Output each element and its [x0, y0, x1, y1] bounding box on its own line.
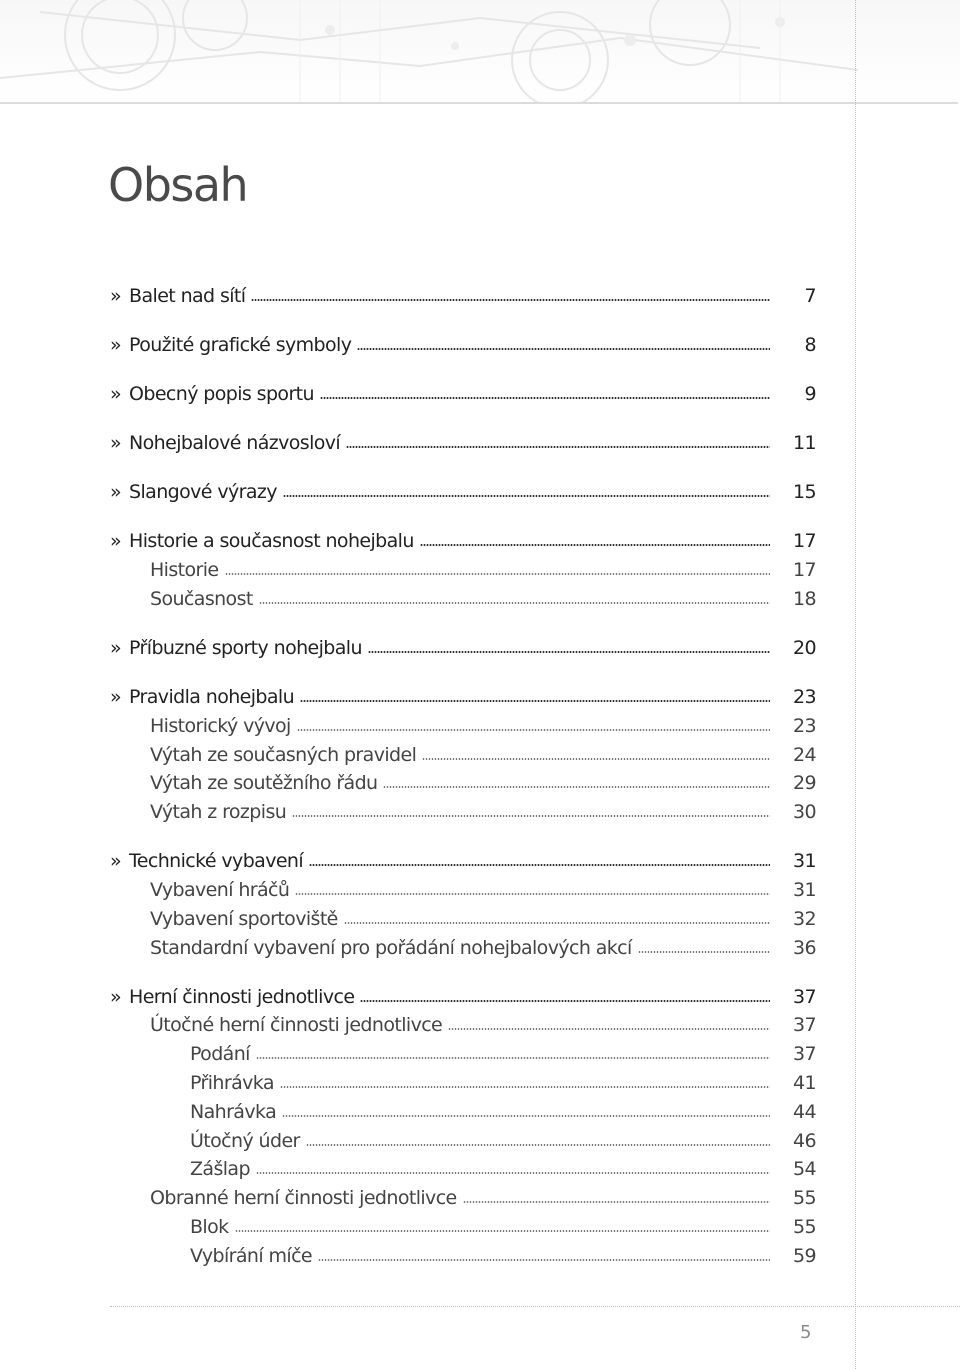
toc-label: Obecný popis sportu — [129, 383, 314, 405]
dot-leader — [251, 298, 770, 302]
footer-rule — [110, 1306, 960, 1307]
toc-page: 8 — [804, 334, 816, 356]
toc-label: Obranné herní činnosti jednotlivce — [150, 1187, 457, 1209]
bullet: » — [110, 850, 122, 872]
toc-label: Použité grafické symboly — [129, 334, 352, 356]
dot-leader — [346, 445, 770, 449]
toc-subsubentry[interactable] — [190, 1216, 816, 1246]
bullet: » — [110, 986, 122, 1008]
dot-leader — [295, 892, 770, 896]
toc-subentry[interactable] — [150, 715, 816, 745]
toc-subsubentry[interactable] — [190, 1245, 816, 1275]
toc-label: Vybírání míče — [190, 1245, 313, 1267]
toc-label: Nahrávka — [190, 1101, 277, 1123]
toc-label: Podání — [190, 1043, 250, 1065]
toc-subentry[interactable] — [150, 1187, 816, 1217]
toc-page: 29 — [793, 772, 816, 794]
toc-subsubentry[interactable] — [190, 1130, 816, 1160]
toc-page: 23 — [793, 715, 816, 737]
toc-entry[interactable] — [110, 285, 816, 315]
dot-leader — [320, 396, 770, 400]
toc-label: Přihrávka — [190, 1072, 274, 1094]
toc-label: Zášlap — [190, 1158, 250, 1180]
toc-entry[interactable] — [110, 850, 816, 880]
header-rule — [0, 102, 958, 104]
bullet: » — [110, 334, 122, 356]
toc-page: 31 — [793, 879, 816, 901]
dot-leader — [357, 347, 770, 351]
page-number: 5 — [800, 1322, 812, 1343]
toc-label: Technické vybavení — [129, 850, 304, 872]
toc-subsubentry[interactable] — [190, 1072, 816, 1102]
page-title: Obsah — [108, 158, 248, 212]
toc-subentry[interactable] — [150, 559, 816, 589]
toc-page: 23 — [793, 686, 816, 708]
toc-entry[interactable] — [110, 686, 816, 716]
dot-leader — [422, 757, 770, 761]
toc-page: 7 — [804, 285, 816, 307]
bullet: » — [110, 686, 122, 708]
dot-leader — [383, 785, 770, 789]
dot-leader — [360, 999, 770, 1003]
toc-label: Příbuzné sporty nohejbalu — [129, 637, 362, 659]
dot-leader — [292, 814, 770, 818]
dot-leader — [420, 543, 770, 547]
toc-subentry[interactable] — [150, 744, 816, 774]
bullet: » — [110, 383, 122, 405]
toc-page: 24 — [793, 744, 816, 766]
bullet: » — [110, 637, 122, 659]
toc-label: Slangové výrazy — [129, 481, 277, 503]
toc-page: 17 — [793, 530, 816, 552]
bullet: » — [110, 432, 122, 454]
dot-leader — [259, 601, 770, 605]
toc-label: Historie — [150, 559, 219, 581]
toc-page: 54 — [793, 1158, 816, 1180]
dot-leader — [282, 1114, 770, 1118]
toc-label: Historie a současnost nohejbalu — [129, 530, 414, 552]
toc-subsubentry[interactable] — [190, 1043, 816, 1073]
toc-entry[interactable] — [110, 530, 816, 560]
toc-label: Vybavení sportoviště — [150, 908, 338, 930]
margin-rule — [855, 0, 856, 1369]
bullet: » — [110, 285, 122, 307]
dot-leader — [283, 494, 770, 498]
toc-label: Výtah z rozpisu — [150, 801, 287, 823]
dot-leader — [225, 572, 770, 576]
toc-entry[interactable] — [110, 986, 816, 1016]
toc-label: Historický vývoj — [150, 715, 291, 737]
toc-page: 55 — [793, 1187, 816, 1209]
toc-subsubentry[interactable] — [190, 1158, 816, 1188]
toc-subsubentry[interactable] — [190, 1101, 816, 1131]
toc-entry[interactable] — [110, 432, 816, 462]
toc-page: 11 — [793, 432, 816, 454]
dot-leader — [297, 728, 770, 732]
toc-page: 46 — [793, 1130, 816, 1152]
toc-label: Pravidla nohejbalu — [129, 686, 295, 708]
toc-page: 55 — [793, 1216, 816, 1238]
toc-page: 9 — [804, 383, 816, 405]
toc-label: Blok — [190, 1216, 229, 1238]
dot-leader — [256, 1056, 770, 1060]
toc-subentry[interactable] — [150, 801, 816, 831]
toc-page: 37 — [793, 1043, 816, 1065]
toc-label: Současnost — [150, 588, 253, 610]
dot-leader — [368, 650, 770, 654]
toc-page: 32 — [793, 908, 816, 930]
dot-leader — [448, 1027, 770, 1031]
toc-page: 59 — [793, 1245, 816, 1267]
dot-leader — [638, 950, 770, 954]
toc-page: 44 — [793, 1101, 816, 1123]
toc-subentry[interactable] — [150, 937, 816, 967]
toc-entry[interactable] — [110, 481, 816, 511]
toc-subentry[interactable] — [150, 1014, 816, 1044]
toc-label: Balet nad sítí — [129, 285, 246, 307]
toc-label: Standardní vybavení pro pořádání nohejbalových akcí — [150, 937, 632, 959]
bullet: » — [110, 530, 122, 552]
toc-page: 37 — [793, 986, 816, 1008]
toc-page: 18 — [793, 588, 816, 610]
toc-page: 17 — [793, 559, 816, 581]
toc-label: Útočné herní činnosti jednotlivce — [150, 1014, 443, 1036]
toc-subentry[interactable] — [150, 588, 816, 618]
toc-label: Útočný úder — [190, 1130, 300, 1152]
toc-entry[interactable] — [110, 334, 816, 364]
toc-page: 20 — [793, 637, 816, 659]
dot-leader — [344, 921, 770, 925]
dot-leader — [309, 863, 770, 867]
decorative-pattern-icon — [0, 0, 960, 102]
dot-leader — [300, 699, 770, 703]
toc-label: Vybavení hráčů — [150, 879, 290, 901]
dot-leader — [463, 1200, 770, 1204]
toc-page: 36 — [793, 937, 816, 959]
toc-subentry[interactable] — [150, 879, 816, 909]
toc-page: 15 — [793, 481, 816, 503]
dot-leader — [256, 1171, 770, 1175]
header-decoration — [0, 0, 960, 102]
toc-page: 30 — [793, 801, 816, 823]
dot-leader — [306, 1143, 770, 1147]
toc-label: Výtah ze soutěžního řádu — [150, 772, 378, 794]
toc-page: 37 — [793, 1014, 816, 1036]
toc-subentry[interactable] — [150, 772, 816, 802]
toc-entry[interactable] — [110, 383, 816, 413]
toc-label: Nohejbalové názvosloví — [129, 432, 341, 454]
dot-leader — [235, 1229, 770, 1233]
dot-leader — [280, 1085, 770, 1089]
bullet: » — [110, 481, 122, 503]
toc-subentry[interactable] — [150, 908, 816, 938]
toc-entry[interactable] — [110, 637, 816, 667]
toc-label: Výtah ze současných pravidel — [150, 744, 417, 766]
toc-label: Herní činnosti jednotlivce — [129, 986, 355, 1008]
toc-page: 41 — [793, 1072, 816, 1094]
dot-leader — [318, 1258, 770, 1262]
toc-page: 31 — [793, 850, 816, 872]
